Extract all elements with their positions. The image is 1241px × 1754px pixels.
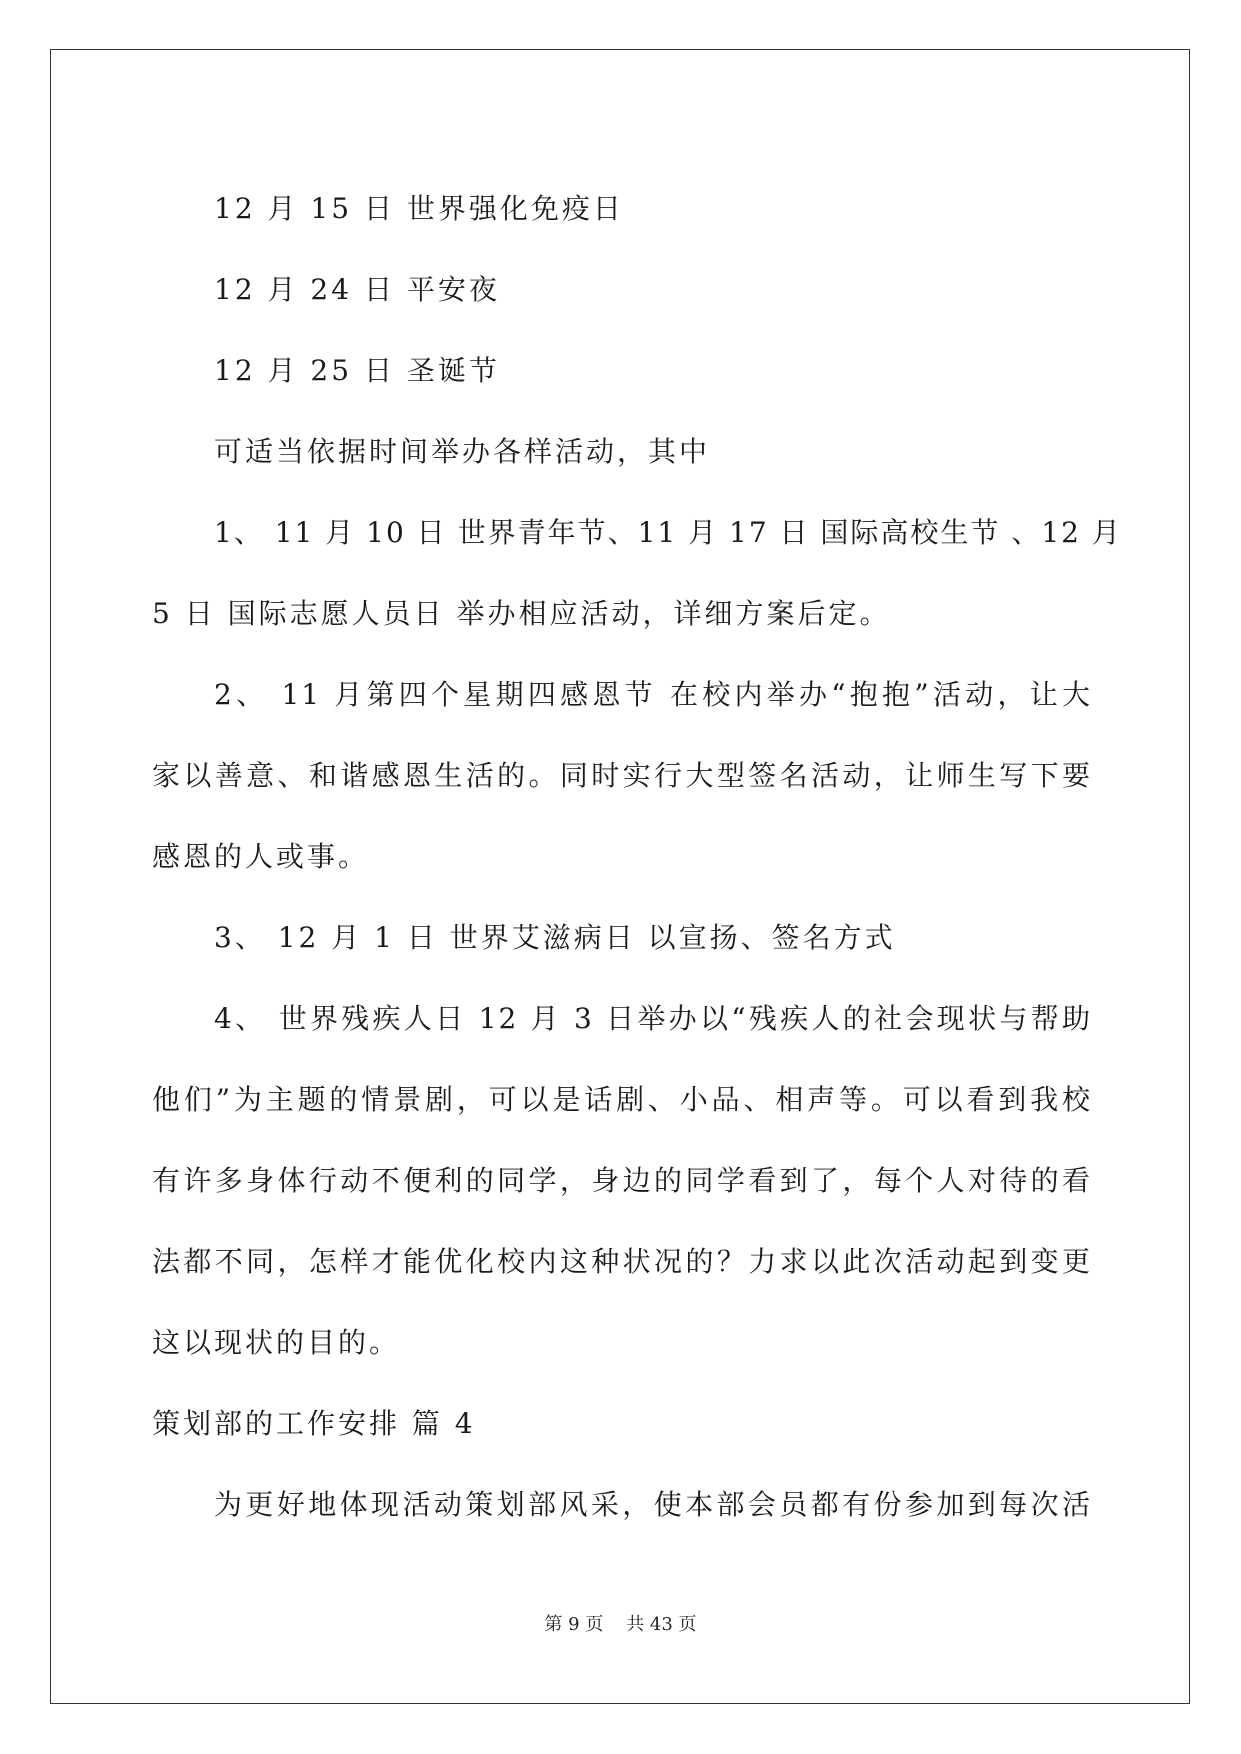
text-line: 这以现状的目的。 xyxy=(152,1326,401,1359)
text-line: 可适当依据时间举办各样活动，其中 xyxy=(214,435,711,468)
text-line: 12 月 24 日 平安夜 xyxy=(214,273,500,306)
text-line: 12 月 25 日 圣诞节 xyxy=(214,354,500,387)
text-line: 4、 世界残疾人日 12 月 3 日举办以“残疾人的社会现状与帮助 xyxy=(214,1002,1092,1035)
text-line: 12 月 15 日 世界强化免疫日 xyxy=(214,192,624,225)
text-line: 感恩的人或事。 xyxy=(152,840,370,873)
text-line: 家以善意、和谐感恩生活的。同时实行大型签名活动，让师生写下要 xyxy=(152,759,1092,792)
text-line: 为更好地体现活动策划部风采，使本部会员都有份参加到每次活 xyxy=(214,1488,1092,1521)
section-heading: 策划部的工作安排 篇 4 xyxy=(152,1407,476,1440)
text-line: 1、 11 月 10 日 世界青年节、11 月 17 日 国际高校生节 、12 月 xyxy=(214,516,1122,549)
text-line: 5 日 国际志愿人员日 举办相应活动，详细方案后定。 xyxy=(152,597,891,630)
document-body xyxy=(152,168,1122,1545)
text-line: 法都不同，怎样才能优化校内这种状况的？力求以此次活动起到变更 xyxy=(152,1245,1092,1278)
text-line: 3、 12 月 1 日 世界艾滋病日 以宣扬、签名方式 xyxy=(214,921,896,954)
text-line: 有许多身体行动不便利的同学，身边的同学看到了，每个人对待的看 xyxy=(152,1164,1092,1197)
page-number-footer: 第 9 页 共 43 页 xyxy=(544,1614,697,1635)
text-line: 他们”为主题的情景剧，可以是话剧、小品、相声等。可以看到我校 xyxy=(152,1083,1092,1116)
text-line: 2、 11 月第四个星期四感恩节 在校内举办“抱抱”活动，让大 xyxy=(214,678,1092,711)
